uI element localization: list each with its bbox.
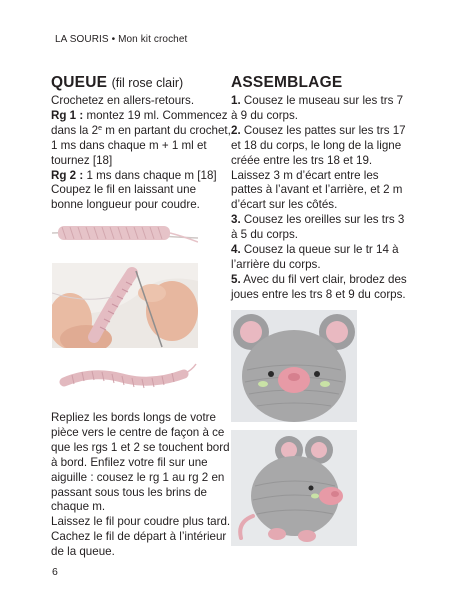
photo-tail-strip xyxy=(52,212,198,258)
photo-mouse-side xyxy=(231,430,357,546)
queue-finish-text xyxy=(51,411,233,560)
queue-cut: Coupez le fil en laissant une bonne longueur pour coudre. xyxy=(51,183,200,212)
step-3-num: 3. xyxy=(231,213,241,227)
assemblage-step-3 xyxy=(231,213,409,243)
step-5-num: 5. xyxy=(231,272,241,286)
queue-heading xyxy=(51,74,231,92)
step-5-text: Avec du fil vert clair, brodez des joues entre les trs 8 et 9 du corps. xyxy=(231,272,407,301)
page-number: 6 xyxy=(52,566,58,578)
assemblage-heading: ASSEMBLAGE xyxy=(231,74,343,91)
step-2-num: 2. xyxy=(231,123,241,137)
assemblage-step-1 xyxy=(231,94,409,124)
queue-heading-title: QUEUE xyxy=(51,74,108,91)
photo-mouse-front xyxy=(231,310,357,422)
assemblage-step-5 xyxy=(231,273,409,303)
queue-section xyxy=(51,74,231,213)
step-1-num: 1. xyxy=(231,94,241,107)
rg1-text-b: m en partant du crochet, 1 ms dans chaque m + 1 ml et tournez [18] xyxy=(51,123,231,167)
queue-rg1 xyxy=(51,109,231,169)
queue-leave: Laissez le fil pour coudre plus tard. Cachez le fil de départ à l’intérieur de la queue. xyxy=(51,515,231,559)
step-4-num: 4. xyxy=(231,243,241,257)
queue-fold: Repliez les bords longs de votre pièce vers le centre de façon à ce que les rgs 1 et 2 se touchent bord à bord. Enfilez votre fil sur une aiguille : cousez le rg 1 au rg 2 en passant sous tous les brins de chaque m. xyxy=(51,411,230,514)
step-4-text: Cousez la queue sur le tr 14 à l’arrière du corps. xyxy=(231,243,399,271)
queue-heading-note: (fil rose clair) xyxy=(111,76,184,90)
header-separator: • xyxy=(108,34,119,45)
assemblage-step-2 xyxy=(231,124,409,213)
step-3-text: Cousez les oreilles sur les trs 3 à 5 du corps. xyxy=(231,213,405,242)
queue-intro: Crochetez en allers-retours. xyxy=(51,94,195,107)
rg1-label: Rg 1 : xyxy=(51,108,84,122)
rg1-sup: e xyxy=(98,124,102,132)
step-2-text: Cousez les pattes sur les trs 17 et 18 du corps, le long de la ligne créée entre les trs 18 et 19. Laissez 3 m d’écart entre les pattes à l’avant et l’arrière, et 2 m d’écart sur les côtés. xyxy=(231,123,406,212)
rg2-text: 1 ms dans chaque m [18] xyxy=(83,168,217,182)
step-1-text: Cousez le museau sur les trs 7 à 9 du corps. xyxy=(231,94,404,122)
assemblage-step-4 xyxy=(231,243,409,273)
rg1-text-a: montez 19 ml. Commencez dans la 2 xyxy=(51,108,228,137)
photo-sewing-hands xyxy=(52,263,198,348)
photo-finished-tail xyxy=(52,354,198,402)
queue-rg2 xyxy=(51,169,231,184)
header-chapter: LA SOURIS xyxy=(55,34,109,45)
header-title: Mon kit crochet xyxy=(118,34,188,45)
running-header xyxy=(55,34,187,45)
assemblage-section xyxy=(231,74,409,303)
rg2-label: Rg 2 : xyxy=(51,168,84,182)
